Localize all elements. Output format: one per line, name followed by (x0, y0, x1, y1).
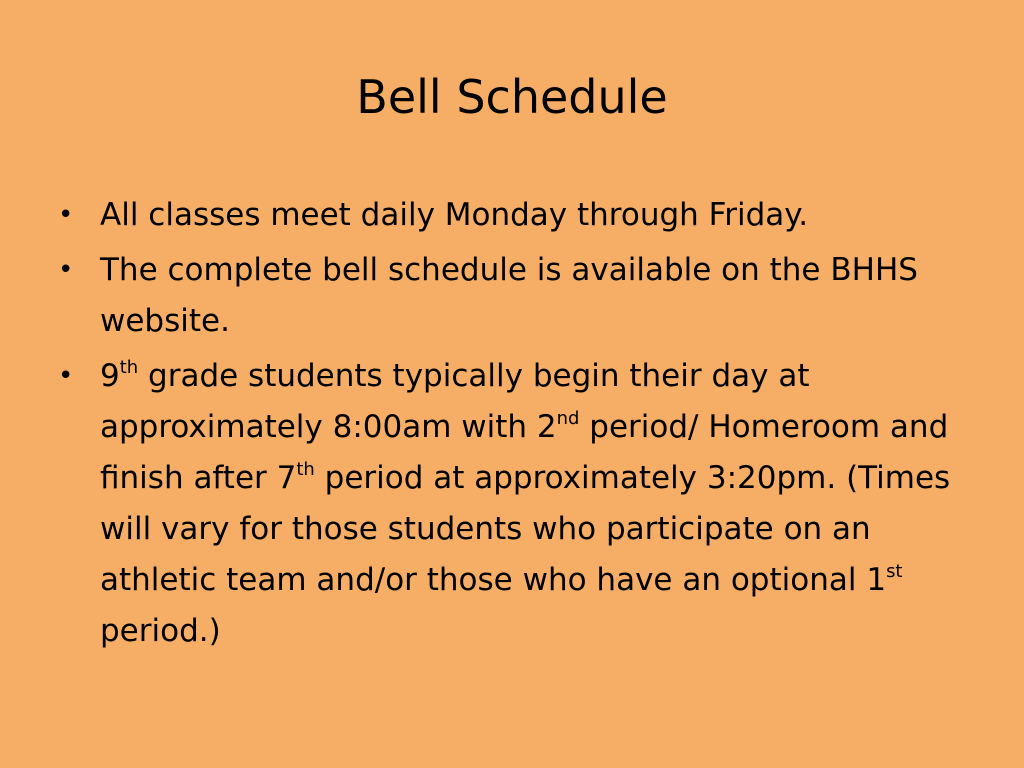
bullet-item-ninth-grade-times (58, 351, 978, 657)
bullet-icon: • (58, 255, 74, 285)
text-part-2: grade students typically begin their day at approximately 8:00am with 2 (100, 358, 810, 445)
superscript-nd: nd (556, 408, 580, 430)
bullet-item-classes-daily (58, 190, 978, 241)
bullet-list (58, 190, 978, 661)
bullet-item-bell-schedule-website (58, 245, 978, 347)
bullet-icon: • (58, 200, 74, 230)
text-part-3: period/ Homeroom and finish after 7 (100, 409, 949, 496)
text-part-5: period.) (100, 613, 221, 649)
text-part-1: 9 (100, 358, 120, 394)
bullet-text (100, 358, 950, 649)
superscript-th: th (296, 459, 315, 481)
superscript-th: th (119, 357, 139, 379)
slide-title: Bell Schedule (356, 70, 668, 124)
superscript-st: st (886, 561, 903, 583)
bullet-text: All classes meet daily Monday through Friday. (100, 197, 809, 233)
text-part-4: period at approximately 3:20pm. (Times will vary for those students who participate on an athletic team and/or those who have an optional 1 (100, 460, 951, 598)
bullet-icon: • (58, 361, 74, 391)
bullet-text: The complete bell schedule is available on the BHHS website. (100, 252, 918, 339)
